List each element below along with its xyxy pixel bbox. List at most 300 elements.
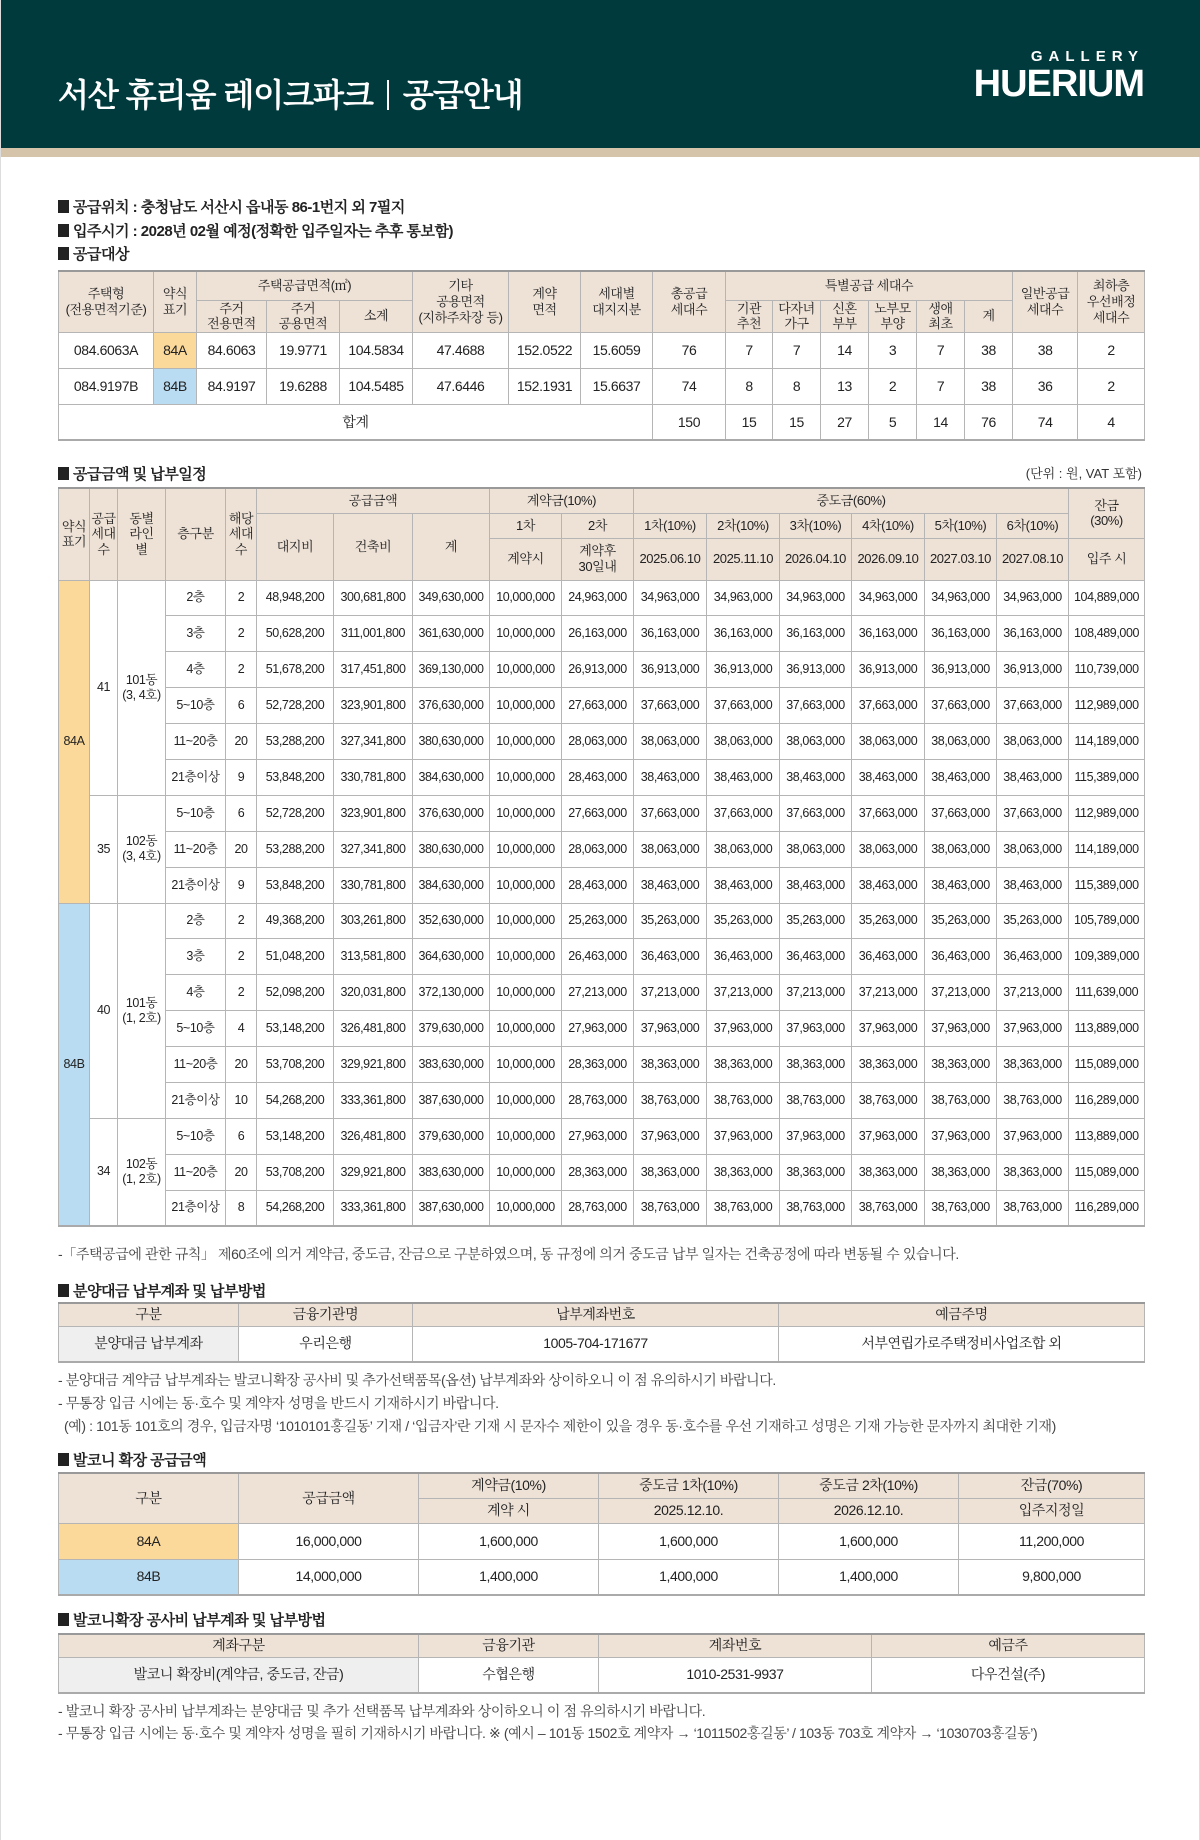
- middle-payment: 37,213,000: [852, 975, 925, 1011]
- middle-payment: 37,663,000: [925, 688, 997, 724]
- balance-payment: 115,389,000: [1069, 867, 1145, 903]
- middle-payment: 38,463,000: [707, 759, 780, 795]
- table-cell: 2: [226, 903, 257, 939]
- middle-payment: 37,963,000: [997, 1118, 1069, 1154]
- table-cell: 11~20층: [166, 831, 226, 867]
- account-cell: 1010-2531-9937: [599, 1657, 872, 1693]
- middle-payment: 38,463,000: [634, 867, 707, 903]
- th-mid-date: 2026.04.10: [780, 538, 852, 580]
- group-line: 101동 (1, 2호): [118, 903, 166, 1118]
- table-cell: 300,681,800: [334, 580, 413, 616]
- middle-payment: 38,763,000: [852, 1190, 925, 1226]
- sum-cell: 5: [869, 404, 917, 440]
- middle-payment: 37,213,000: [997, 975, 1069, 1011]
- table-cell: 14,000,000: [239, 1559, 419, 1595]
- table-row: [59, 1559, 1145, 1595]
- th-other: 기타 공용면적 (지하주차장 등): [413, 271, 509, 332]
- table-cell: 379,630,000: [413, 1011, 490, 1047]
- th-area: 주택공급면적(㎡): [197, 271, 413, 300]
- middle-payment: 36,913,000: [925, 652, 997, 688]
- supply-target-table: [58, 270, 1145, 441]
- middle-payment: 37,963,000: [852, 1118, 925, 1154]
- table-cell: 10,000,000: [490, 1118, 562, 1154]
- table-cell: 372,130,000: [413, 975, 490, 1011]
- th-contract: 계약 면적: [509, 271, 581, 332]
- middle-payment: 35,263,000: [634, 903, 707, 939]
- th-floor: 층구분: [166, 488, 226, 580]
- price-row: [59, 759, 1145, 795]
- table-cell: 2: [869, 368, 917, 404]
- middle-payment: 38,363,000: [925, 1154, 997, 1190]
- table-cell: 329,921,800: [334, 1047, 413, 1083]
- middle-payment: 38,463,000: [925, 867, 997, 903]
- table-cell: 384,630,000: [413, 867, 490, 903]
- table-cell: 4층: [166, 975, 226, 1011]
- middle-payment: 38,363,000: [852, 1154, 925, 1190]
- th-account: 계좌번호: [599, 1634, 872, 1657]
- th-price: 공급금액: [239, 1473, 419, 1523]
- middle-payment: 34,963,000: [925, 580, 997, 616]
- balance-payment: 108,489,000: [1069, 616, 1145, 652]
- table-cell: 4층: [166, 652, 226, 688]
- table-cell: 51,678,200: [257, 652, 334, 688]
- table-cell: 84.6063: [197, 332, 267, 368]
- house-type: 084.9197B: [59, 368, 154, 404]
- middle-payment: 38,763,000: [997, 1190, 1069, 1226]
- table-cell: 10,000,000: [490, 1011, 562, 1047]
- group-line: 102동 (1, 2호): [118, 1118, 166, 1226]
- table-cell: 53,848,200: [257, 759, 334, 795]
- table-cell: 1,400,000: [419, 1559, 599, 1595]
- middle-payment: 38,763,000: [634, 1190, 707, 1226]
- table-cell: 9: [226, 867, 257, 903]
- table-cell: 320,031,800: [334, 975, 413, 1011]
- table-cell: 384,630,000: [413, 759, 490, 795]
- table-cell: 10,000,000: [490, 652, 562, 688]
- sum-row: [59, 404, 1145, 440]
- th-type: 구분: [59, 1473, 239, 1523]
- middle-payment: 38,063,000: [997, 724, 1069, 760]
- th-subtotal: 소계: [340, 300, 413, 332]
- table-cell: 15.6059: [581, 332, 653, 368]
- group-units: 35: [90, 795, 118, 903]
- balance-payment: 109,389,000: [1069, 939, 1145, 975]
- th-special-col: 다자녀 가구: [773, 300, 821, 332]
- table-cell: 25,263,000: [562, 903, 634, 939]
- table-cell: 352,630,000: [413, 903, 490, 939]
- table-cell: 376,630,000: [413, 795, 490, 831]
- table-cell: 27,663,000: [562, 795, 634, 831]
- middle-payment: 36,463,000: [997, 939, 1069, 975]
- group-line: 102동 (3, 4호): [118, 795, 166, 903]
- table-cell: 10,000,000: [490, 903, 562, 939]
- price-row: [59, 688, 1145, 724]
- middle-payment: 38,363,000: [634, 1047, 707, 1083]
- balance-payment: 115,089,000: [1069, 1047, 1145, 1083]
- th-mid-col: 4차(10%): [852, 513, 925, 538]
- table-cell: 20: [226, 724, 257, 760]
- table-cell: 51,048,200: [257, 939, 334, 975]
- table-cell: 380,630,000: [413, 724, 490, 760]
- balance-payment: 112,989,000: [1069, 795, 1145, 831]
- price-row: [59, 1011, 1145, 1047]
- middle-payment: 38,363,000: [707, 1047, 780, 1083]
- table-cell: 6: [226, 795, 257, 831]
- middle-payment: 38,763,000: [634, 1082, 707, 1118]
- logo-huerium: HUERIUM: [973, 63, 1144, 105]
- table-row: [59, 1326, 1145, 1362]
- th-mid-date: 2026.09.10: [852, 538, 925, 580]
- table-cell: 369,130,000: [413, 652, 490, 688]
- middle-payment: 38,063,000: [925, 831, 997, 867]
- brand-logo: [974, 48, 1144, 103]
- price-row: [59, 939, 1145, 975]
- th-private: 주거 전용면적: [197, 300, 267, 332]
- page-header: [1, 0, 1200, 148]
- balance-payment: 111,639,000: [1069, 975, 1145, 1011]
- th-pay-col: 잔금(70%): [959, 1473, 1145, 1498]
- type-mark: 84B: [59, 1559, 239, 1595]
- table-cell: 7: [773, 332, 821, 368]
- table-cell: 333,361,800: [334, 1190, 413, 1226]
- th-mid-date: 2025.11.10: [707, 538, 780, 580]
- th-dep1: 1차: [490, 513, 562, 538]
- th-units: 공급 세대 수: [90, 488, 118, 580]
- table-cell: 5~10층: [166, 1011, 226, 1047]
- middle-payment: 36,463,000: [707, 939, 780, 975]
- th-mid-date: 2027.03.10: [925, 538, 997, 580]
- th-total: 총공급 세대수: [653, 271, 726, 332]
- table-cell: 1,600,000: [599, 1523, 779, 1559]
- th-special-col: 생애 최초: [917, 300, 965, 332]
- th-pay-when: 계약 시: [419, 1498, 599, 1523]
- th-mid-col: 5차(10%): [925, 513, 997, 538]
- table-cell: 26,163,000: [562, 616, 634, 652]
- table-cell: 50,628,200: [257, 616, 334, 652]
- table-cell: 5~10층: [166, 688, 226, 724]
- middle-payment: 38,763,000: [925, 1082, 997, 1118]
- table-row: [59, 368, 1145, 404]
- th-account: 납부계좌번호: [413, 1303, 779, 1326]
- table-cell: 38: [965, 332, 1013, 368]
- sum-cell: 150: [653, 404, 726, 440]
- balance-payment: 104,889,000: [1069, 580, 1145, 616]
- middle-payment: 34,963,000: [634, 580, 707, 616]
- group-line: 101동 (3, 4호): [118, 580, 166, 795]
- th-account: 예금주명: [779, 1303, 1145, 1326]
- middle-payment: 37,963,000: [780, 1011, 852, 1047]
- table-cell: 3: [869, 332, 917, 368]
- balance-payment: 114,189,000: [1069, 831, 1145, 867]
- title-main: 서산 휴리움 레이크파크: [58, 77, 373, 113]
- table-cell: 9: [226, 759, 257, 795]
- price-row: [59, 1047, 1145, 1083]
- info-target: 공급대상: [58, 243, 129, 264]
- middle-payment: 38,463,000: [852, 759, 925, 795]
- balance-payment: 115,389,000: [1069, 759, 1145, 795]
- table-cell: 54,268,200: [257, 1082, 334, 1118]
- account-cell: 서부연립가로주택정비사업조합 외: [779, 1326, 1145, 1362]
- table-cell: 14: [821, 332, 869, 368]
- th-mid-col: 6차(10%): [997, 513, 1069, 538]
- table-cell: 313,581,800: [334, 939, 413, 975]
- th-mid-date: 2027.08.10: [997, 538, 1069, 580]
- table-cell: 15.6637: [581, 368, 653, 404]
- middle-payment: 37,663,000: [852, 688, 925, 724]
- table-cell: 10,000,000: [490, 1190, 562, 1226]
- price-row: [59, 975, 1145, 1011]
- table-cell: 28,763,000: [562, 1190, 634, 1226]
- account-note-2: - 무통장 입금 시에는 동·호수 및 계약자 성명을 반드시 기재하시기 바랍니다.: [58, 1395, 499, 1411]
- th-account: 금융기관명: [239, 1303, 413, 1326]
- th-middle: 중도금(60%): [634, 488, 1069, 513]
- table-cell: 27,963,000: [562, 1118, 634, 1154]
- balcony-account-title: 발코니확장 공사비 납부계좌 및 납부방법: [58, 1609, 326, 1630]
- table-cell: 2: [226, 939, 257, 975]
- th-pay-col: 중도금 2차(10%): [779, 1473, 959, 1498]
- table-cell: 361,630,000: [413, 616, 490, 652]
- middle-payment: 36,913,000: [707, 652, 780, 688]
- middle-payment: 37,963,000: [997, 1011, 1069, 1047]
- middle-payment: 38,063,000: [997, 831, 1069, 867]
- table-cell: 53,148,200: [257, 1011, 334, 1047]
- middle-payment: 37,963,000: [925, 1118, 997, 1154]
- table-cell: 53,288,200: [257, 724, 334, 760]
- table-cell: 152.0522: [509, 332, 581, 368]
- price-row: [59, 1190, 1145, 1226]
- table-cell: 2: [226, 616, 257, 652]
- middle-payment: 38,063,000: [852, 831, 925, 867]
- table-cell: 1,600,000: [419, 1523, 599, 1559]
- middle-payment: 38,363,000: [707, 1154, 780, 1190]
- table-cell: 20: [226, 1154, 257, 1190]
- balcony-account-table: [58, 1633, 1145, 1694]
- table-cell: 387,630,000: [413, 1082, 490, 1118]
- th-special: 특별공급 세대수: [726, 271, 1013, 300]
- middle-payment: 37,213,000: [925, 975, 997, 1011]
- table-cell: 53,288,200: [257, 831, 334, 867]
- table-cell: 10,000,000: [490, 759, 562, 795]
- table-cell: 11~20층: [166, 724, 226, 760]
- price-row: [59, 1082, 1145, 1118]
- header-row: [59, 1473, 1145, 1498]
- table-cell: 5~10층: [166, 1118, 226, 1154]
- table-cell: 28,463,000: [562, 759, 634, 795]
- middle-payment: 36,913,000: [852, 652, 925, 688]
- table-row: [59, 1657, 1145, 1693]
- th-special-col: 기관 추천: [726, 300, 773, 332]
- balance-payment: 110,739,000: [1069, 652, 1145, 688]
- table-cell: 327,341,800: [334, 724, 413, 760]
- account-note-1: - 분양대금 계약금 납부계좌는 발코니확장 공사비 및 추가선택품목(옵션) 납부계좌와 상이하오니 이 점 유의하시기 바랍니다.: [58, 1372, 776, 1388]
- price-row: [59, 795, 1145, 831]
- middle-payment: 38,063,000: [780, 724, 852, 760]
- middle-payment: 38,763,000: [780, 1082, 852, 1118]
- price-row: [59, 903, 1145, 939]
- middle-payment: 37,663,000: [780, 688, 852, 724]
- table-cell: 2: [226, 975, 257, 1011]
- price-row: [59, 724, 1145, 760]
- group-units: 41: [90, 580, 118, 795]
- type-mark: 84B: [59, 903, 90, 1226]
- table-cell: 28,063,000: [562, 724, 634, 760]
- middle-payment: 38,463,000: [707, 867, 780, 903]
- middle-payment: 37,663,000: [707, 795, 780, 831]
- middle-payment: 37,963,000: [925, 1011, 997, 1047]
- table-cell: 323,901,800: [334, 795, 413, 831]
- table-cell: 21층이상: [166, 1190, 226, 1226]
- th-balance-when: 입주 시: [1069, 538, 1145, 580]
- header-stripe: [1, 148, 1200, 157]
- table-cell: 11~20층: [166, 1047, 226, 1083]
- middle-payment: 37,963,000: [634, 1011, 707, 1047]
- table-cell: 1,400,000: [599, 1559, 779, 1595]
- table-cell: 21층이상: [166, 759, 226, 795]
- table-cell: 387,630,000: [413, 1190, 490, 1226]
- table-cell: 21층이상: [166, 1082, 226, 1118]
- type-mark: 84A: [59, 580, 90, 903]
- table-cell: 28,463,000: [562, 867, 634, 903]
- middle-payment: 38,463,000: [634, 759, 707, 795]
- middle-payment: 35,263,000: [780, 903, 852, 939]
- header-row: [59, 1303, 1145, 1326]
- table-cell: 326,481,800: [334, 1118, 413, 1154]
- middle-payment: 36,463,000: [634, 939, 707, 975]
- middle-payment: 36,163,000: [852, 616, 925, 652]
- middle-payment: 36,913,000: [997, 652, 1069, 688]
- table-cell: 11~20층: [166, 1154, 226, 1190]
- balance-payment: 116,289,000: [1069, 1082, 1145, 1118]
- table-cell: 16,000,000: [239, 1523, 419, 1559]
- middle-payment: 37,213,000: [780, 975, 852, 1011]
- type-mark: 84A: [154, 332, 197, 368]
- middle-payment: 37,213,000: [707, 975, 780, 1011]
- middle-payment: 38,363,000: [780, 1047, 852, 1083]
- middle-payment: 38,063,000: [780, 831, 852, 867]
- table-cell: 53,848,200: [257, 867, 334, 903]
- table-cell: 4: [226, 1011, 257, 1047]
- price-note: -「주택공급에 관한 규칙」 제60조에 의거 계약금, 중도금, 잔금으로 구분하였으며, 동 규정에 의거 중도금 납부 일자는 건축공정에 따라 변동될 수 있습니다.: [58, 1246, 959, 1262]
- middle-payment: 38,063,000: [634, 831, 707, 867]
- sum-cell: 15: [773, 404, 821, 440]
- middle-payment: 38,063,000: [925, 724, 997, 760]
- table-cell: 5~10층: [166, 795, 226, 831]
- middle-payment: 37,963,000: [634, 1118, 707, 1154]
- table-cell: 74: [653, 368, 726, 404]
- table-cell: 54,268,200: [257, 1190, 334, 1226]
- table-cell: 47.4688: [413, 332, 509, 368]
- table-cell: 8: [773, 368, 821, 404]
- account-cell: 발코니 확장비(계약금, 중도금, 잔금): [59, 1657, 419, 1693]
- sum-cell: 27: [821, 404, 869, 440]
- account-cell: 1005-704-171677: [413, 1326, 779, 1362]
- middle-payment: 38,063,000: [707, 831, 780, 867]
- th-mid-col: 3차(10%): [780, 513, 852, 538]
- table-cell: 28,363,000: [562, 1047, 634, 1083]
- table-cell: 53,708,200: [257, 1047, 334, 1083]
- table-cell: 349,630,000: [413, 580, 490, 616]
- table-cell: 10,000,000: [490, 616, 562, 652]
- table-cell: 21층이상: [166, 867, 226, 903]
- middle-payment: 38,363,000: [997, 1047, 1069, 1083]
- table-cell: 13: [821, 368, 869, 404]
- middle-payment: 36,163,000: [997, 616, 1069, 652]
- header-row: [59, 488, 1145, 513]
- table-cell: 2층: [166, 580, 226, 616]
- table-cell: 9,800,000: [959, 1559, 1145, 1595]
- table-cell: 10,000,000: [490, 867, 562, 903]
- table-cell: 27,963,000: [562, 1011, 634, 1047]
- th-deposit: 계약금(10%): [490, 488, 634, 513]
- th-common: 주거 공용면적: [267, 300, 340, 332]
- middle-payment: 38,763,000: [852, 1082, 925, 1118]
- title-sub: 공급안내: [402, 77, 523, 113]
- th-mark: 약식 표기: [154, 271, 197, 332]
- middle-payment: 35,263,000: [997, 903, 1069, 939]
- price-row: [59, 580, 1145, 616]
- info-move-in: 입주시기 : 2028년 02월 예정(정확한 입주일자는 추후 통보함): [58, 220, 453, 241]
- middle-payment: 37,663,000: [852, 795, 925, 831]
- price-unit-note: (단위 : 원, VAT 포함): [1025, 466, 1142, 481]
- middle-payment: 38,363,000: [780, 1154, 852, 1190]
- group-units: 34: [90, 1118, 118, 1226]
- middle-payment: 34,963,000: [997, 580, 1069, 616]
- th-balance: 잔금 (30%): [1069, 488, 1145, 538]
- table-cell: 3층: [166, 939, 226, 975]
- middle-payment: 38,763,000: [997, 1082, 1069, 1118]
- table-cell: 10,000,000: [490, 688, 562, 724]
- middle-payment: 37,663,000: [925, 795, 997, 831]
- table-cell: 10: [226, 1082, 257, 1118]
- table-cell: 10,000,000: [490, 975, 562, 1011]
- th-land: 대지비: [257, 513, 334, 580]
- middle-payment: 36,163,000: [707, 616, 780, 652]
- table-cell: 8: [226, 1190, 257, 1226]
- table-cell: 19.9771: [267, 332, 340, 368]
- table-cell: 47.6446: [413, 368, 509, 404]
- table-cell: 303,261,800: [334, 903, 413, 939]
- middle-payment: 38,063,000: [634, 724, 707, 760]
- th-special-col: 신혼 부부: [821, 300, 869, 332]
- table-cell: 27,663,000: [562, 688, 634, 724]
- balcony-price-table: [58, 1472, 1145, 1596]
- page-title: [58, 70, 523, 116]
- account-cell: 수협은행: [419, 1657, 599, 1693]
- header-row: [59, 271, 1145, 300]
- table-cell: 38: [1013, 332, 1078, 368]
- balance-payment: 113,889,000: [1069, 1011, 1145, 1047]
- th-mark: 약식 표기: [59, 488, 90, 580]
- table-cell: 26,463,000: [562, 939, 634, 975]
- table-cell: 104.5485: [340, 368, 413, 404]
- table-cell: 7: [917, 368, 965, 404]
- table-cell: 379,630,000: [413, 1118, 490, 1154]
- table-cell: 2층: [166, 903, 226, 939]
- middle-payment: 35,263,000: [925, 903, 997, 939]
- th-dep2-when: 계약후 30일내: [562, 538, 634, 580]
- middle-payment: 37,213,000: [634, 975, 707, 1011]
- table-cell: 7: [917, 332, 965, 368]
- table-cell: 10,000,000: [490, 724, 562, 760]
- middle-payment: 38,463,000: [780, 867, 852, 903]
- table-cell: 317,451,800: [334, 652, 413, 688]
- middle-payment: 34,963,000: [852, 580, 925, 616]
- table-cell: 28,363,000: [562, 1154, 634, 1190]
- table-cell: 383,630,000: [413, 1047, 490, 1083]
- th-total: 계: [413, 513, 490, 580]
- th-mid-col: 1차(10%): [634, 513, 707, 538]
- table-row: [59, 332, 1145, 368]
